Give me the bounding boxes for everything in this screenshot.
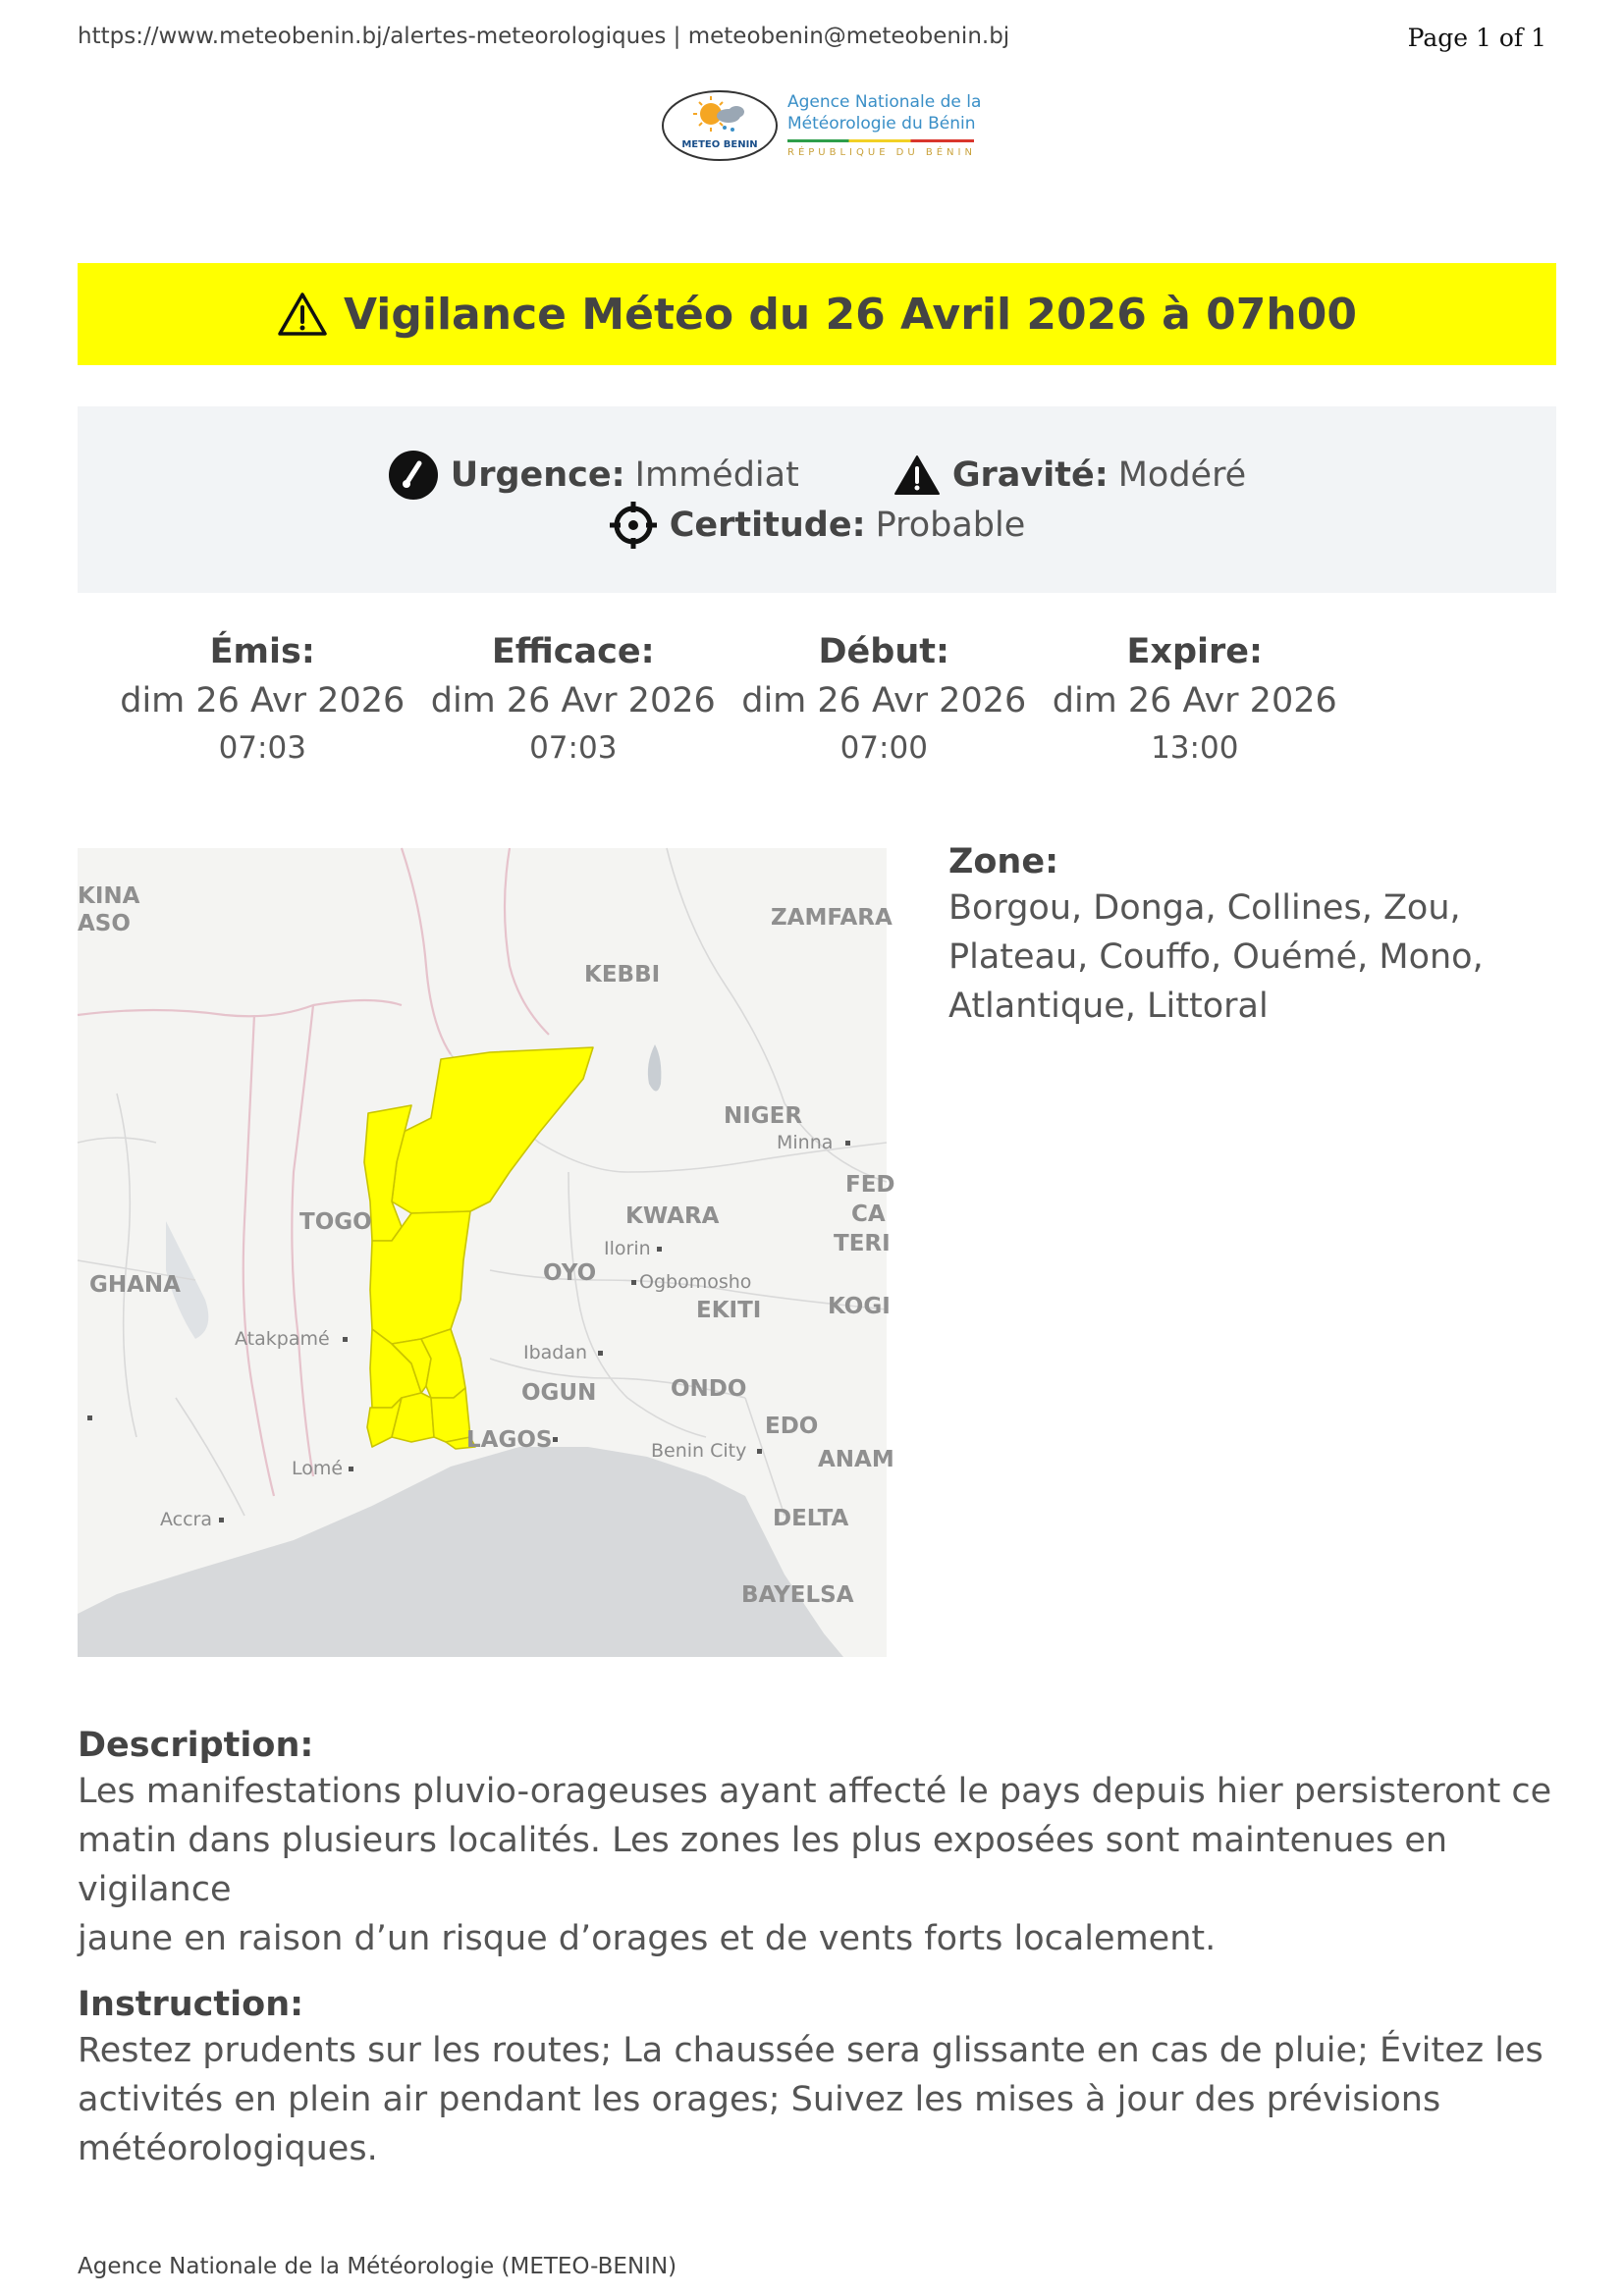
severity-field <box>893 454 1246 496</box>
date-day: dim 26 Avr 2026 <box>120 681 406 721</box>
date-day: dim 26 Avr 2026 <box>741 681 1027 721</box>
source-url-link[interactable]: https://www.meteobenin.bj/alertes-meteorologiques <box>78 24 667 49</box>
certainty-field <box>609 501 1026 550</box>
warning-filled-icon <box>893 454 941 496</box>
map-label: EDO <box>765 1414 819 1439</box>
alert-banner <box>78 263 1556 365</box>
map-label: OGUN <box>521 1380 597 1406</box>
certainty-label: Certitude: <box>669 506 866 545</box>
urgency-field <box>388 450 799 501</box>
map-label: DELTA <box>773 1506 849 1531</box>
severity-label: Gravité: <box>951 455 1109 495</box>
date-label: Début: <box>818 632 949 671</box>
alert-title: Vigilance Météo du 26 Avril 2026 à 07h00 <box>344 289 1357 340</box>
zone-line: Plateau, Couffo, Ouémé, Mono, <box>948 937 1484 977</box>
map-label: BAYELSA <box>741 1582 854 1608</box>
instruction-line: activités en plein air pendant les orages; Suivez les mises à jour des prévisions <box>78 2080 1441 2119</box>
map-label: KEBBI <box>584 962 661 988</box>
zone-value <box>948 883 1557 1031</box>
alert-dates <box>78 632 1556 766</box>
map-label: OYO <box>543 1260 597 1286</box>
description-section <box>78 1726 1570 1963</box>
date-label: Efficace: <box>491 632 655 671</box>
map-label: Benin City <box>651 1440 747 1462</box>
map-label: KOGI <box>828 1294 891 1319</box>
map-label: ONDO <box>671 1376 747 1402</box>
logo-line-1: Agence Nationale de la <box>787 92 982 112</box>
map-label: KINA <box>78 883 140 909</box>
date-day: dim 26 Avr 2026 <box>430 681 716 721</box>
date-day: dim 26 Avr 2026 <box>1052 681 1337 721</box>
meteo-benin-emblem <box>660 86 780 165</box>
header-url-line <box>78 24 1009 49</box>
severity-value: Modéré <box>1117 455 1247 495</box>
crosshairs-icon <box>609 501 658 550</box>
zone-line: Atlantique, Littoral <box>948 987 1269 1026</box>
alert-properties-box <box>78 406 1556 593</box>
speedometer-icon <box>388 450 439 501</box>
description-line: jaune en raison d’un risque d’orages et de vents forts localement. <box>78 1919 1217 1958</box>
description-line: matin dans plusieurs localités. Les zones les plus exposées sont maintenues en vigilance <box>78 1821 1448 1909</box>
zone-label: Zone: <box>948 842 1059 881</box>
date-label: Expire: <box>1126 632 1264 671</box>
instruction-section <box>78 1985 1570 2173</box>
instruction-text <box>78 2026 1570 2173</box>
map-label: Lomé <box>292 1458 344 1479</box>
urgency-value: Immédiat <box>634 455 799 495</box>
map-label: GHANA <box>89 1272 181 1298</box>
date-time: 07:00 <box>839 730 928 766</box>
warning-triangle-icon <box>277 292 328 337</box>
map-label: LAGOS <box>466 1427 553 1453</box>
map-label: TERI <box>834 1231 891 1256</box>
date-expires <box>1010 632 1380 766</box>
date-time: 07:03 <box>218 730 306 766</box>
logo-line-3: RÉPUBLIQUE DU BÉNIN <box>787 147 976 158</box>
map-label: NIGER <box>724 1103 803 1129</box>
page-number: Page 1 of 1 <box>1407 24 1546 52</box>
map-label: ASO <box>78 911 131 936</box>
date-time: 13:00 <box>1151 730 1239 766</box>
map-label: Minna <box>777 1132 834 1153</box>
map-svg <box>78 848 895 1657</box>
meteo-benin-logo <box>660 86 982 167</box>
contact-email-link[interactable]: meteobenin@meteobenin.bj <box>687 24 1010 49</box>
logo-tricolor-line <box>787 139 974 142</box>
footer-agency: Agence Nationale de la Météorologie (METEO-BENIN) <box>78 2254 677 2279</box>
map-label: CA <box>851 1201 886 1227</box>
instruction-line: météorologiques. <box>78 2129 378 2168</box>
map-label: Ibadan <box>523 1342 588 1363</box>
map-label: TOGO <box>299 1209 372 1235</box>
description-line: Les manifestations pluvio-orageuses ayant affecté le pays depuis hier persisteront ce <box>78 1772 1552 1811</box>
zone-section <box>948 842 1557 1031</box>
date-label: Émis: <box>209 632 315 671</box>
urgency-label: Urgence: <box>450 455 625 495</box>
description-label: Description: <box>78 1726 314 1765</box>
instruction-line: Restez prudents sur les routes; La chaussée sera glissante en cas de pluie; Évitez les <box>78 2031 1543 2070</box>
map-label: Atakpamé <box>235 1328 330 1350</box>
map-label: Ogbomosho <box>639 1271 752 1293</box>
map-label: ZAMFARA <box>771 905 893 931</box>
alert-zone-map <box>78 848 895 1657</box>
date-time: 07:03 <box>529 730 618 766</box>
description-text <box>78 1767 1570 1963</box>
zone-line: Borgou, Donga, Collines, Zou, <box>948 888 1461 928</box>
certainty-value: Probable <box>875 506 1026 545</box>
map-label: KWARA <box>625 1203 720 1229</box>
map-label: EKITI <box>696 1298 762 1323</box>
map-label: FED <box>845 1172 895 1198</box>
map-label: Accra <box>160 1509 213 1530</box>
instruction-label: Instruction: <box>78 1985 304 2024</box>
map-label: ANAM <box>818 1447 894 1472</box>
header-separator: | <box>666 24 688 49</box>
logo-line-2: Météorologie du Bénin <box>787 114 976 133</box>
map-label: Ilorin <box>604 1238 651 1259</box>
logo-badge-text: METEO BENIN <box>681 139 758 150</box>
